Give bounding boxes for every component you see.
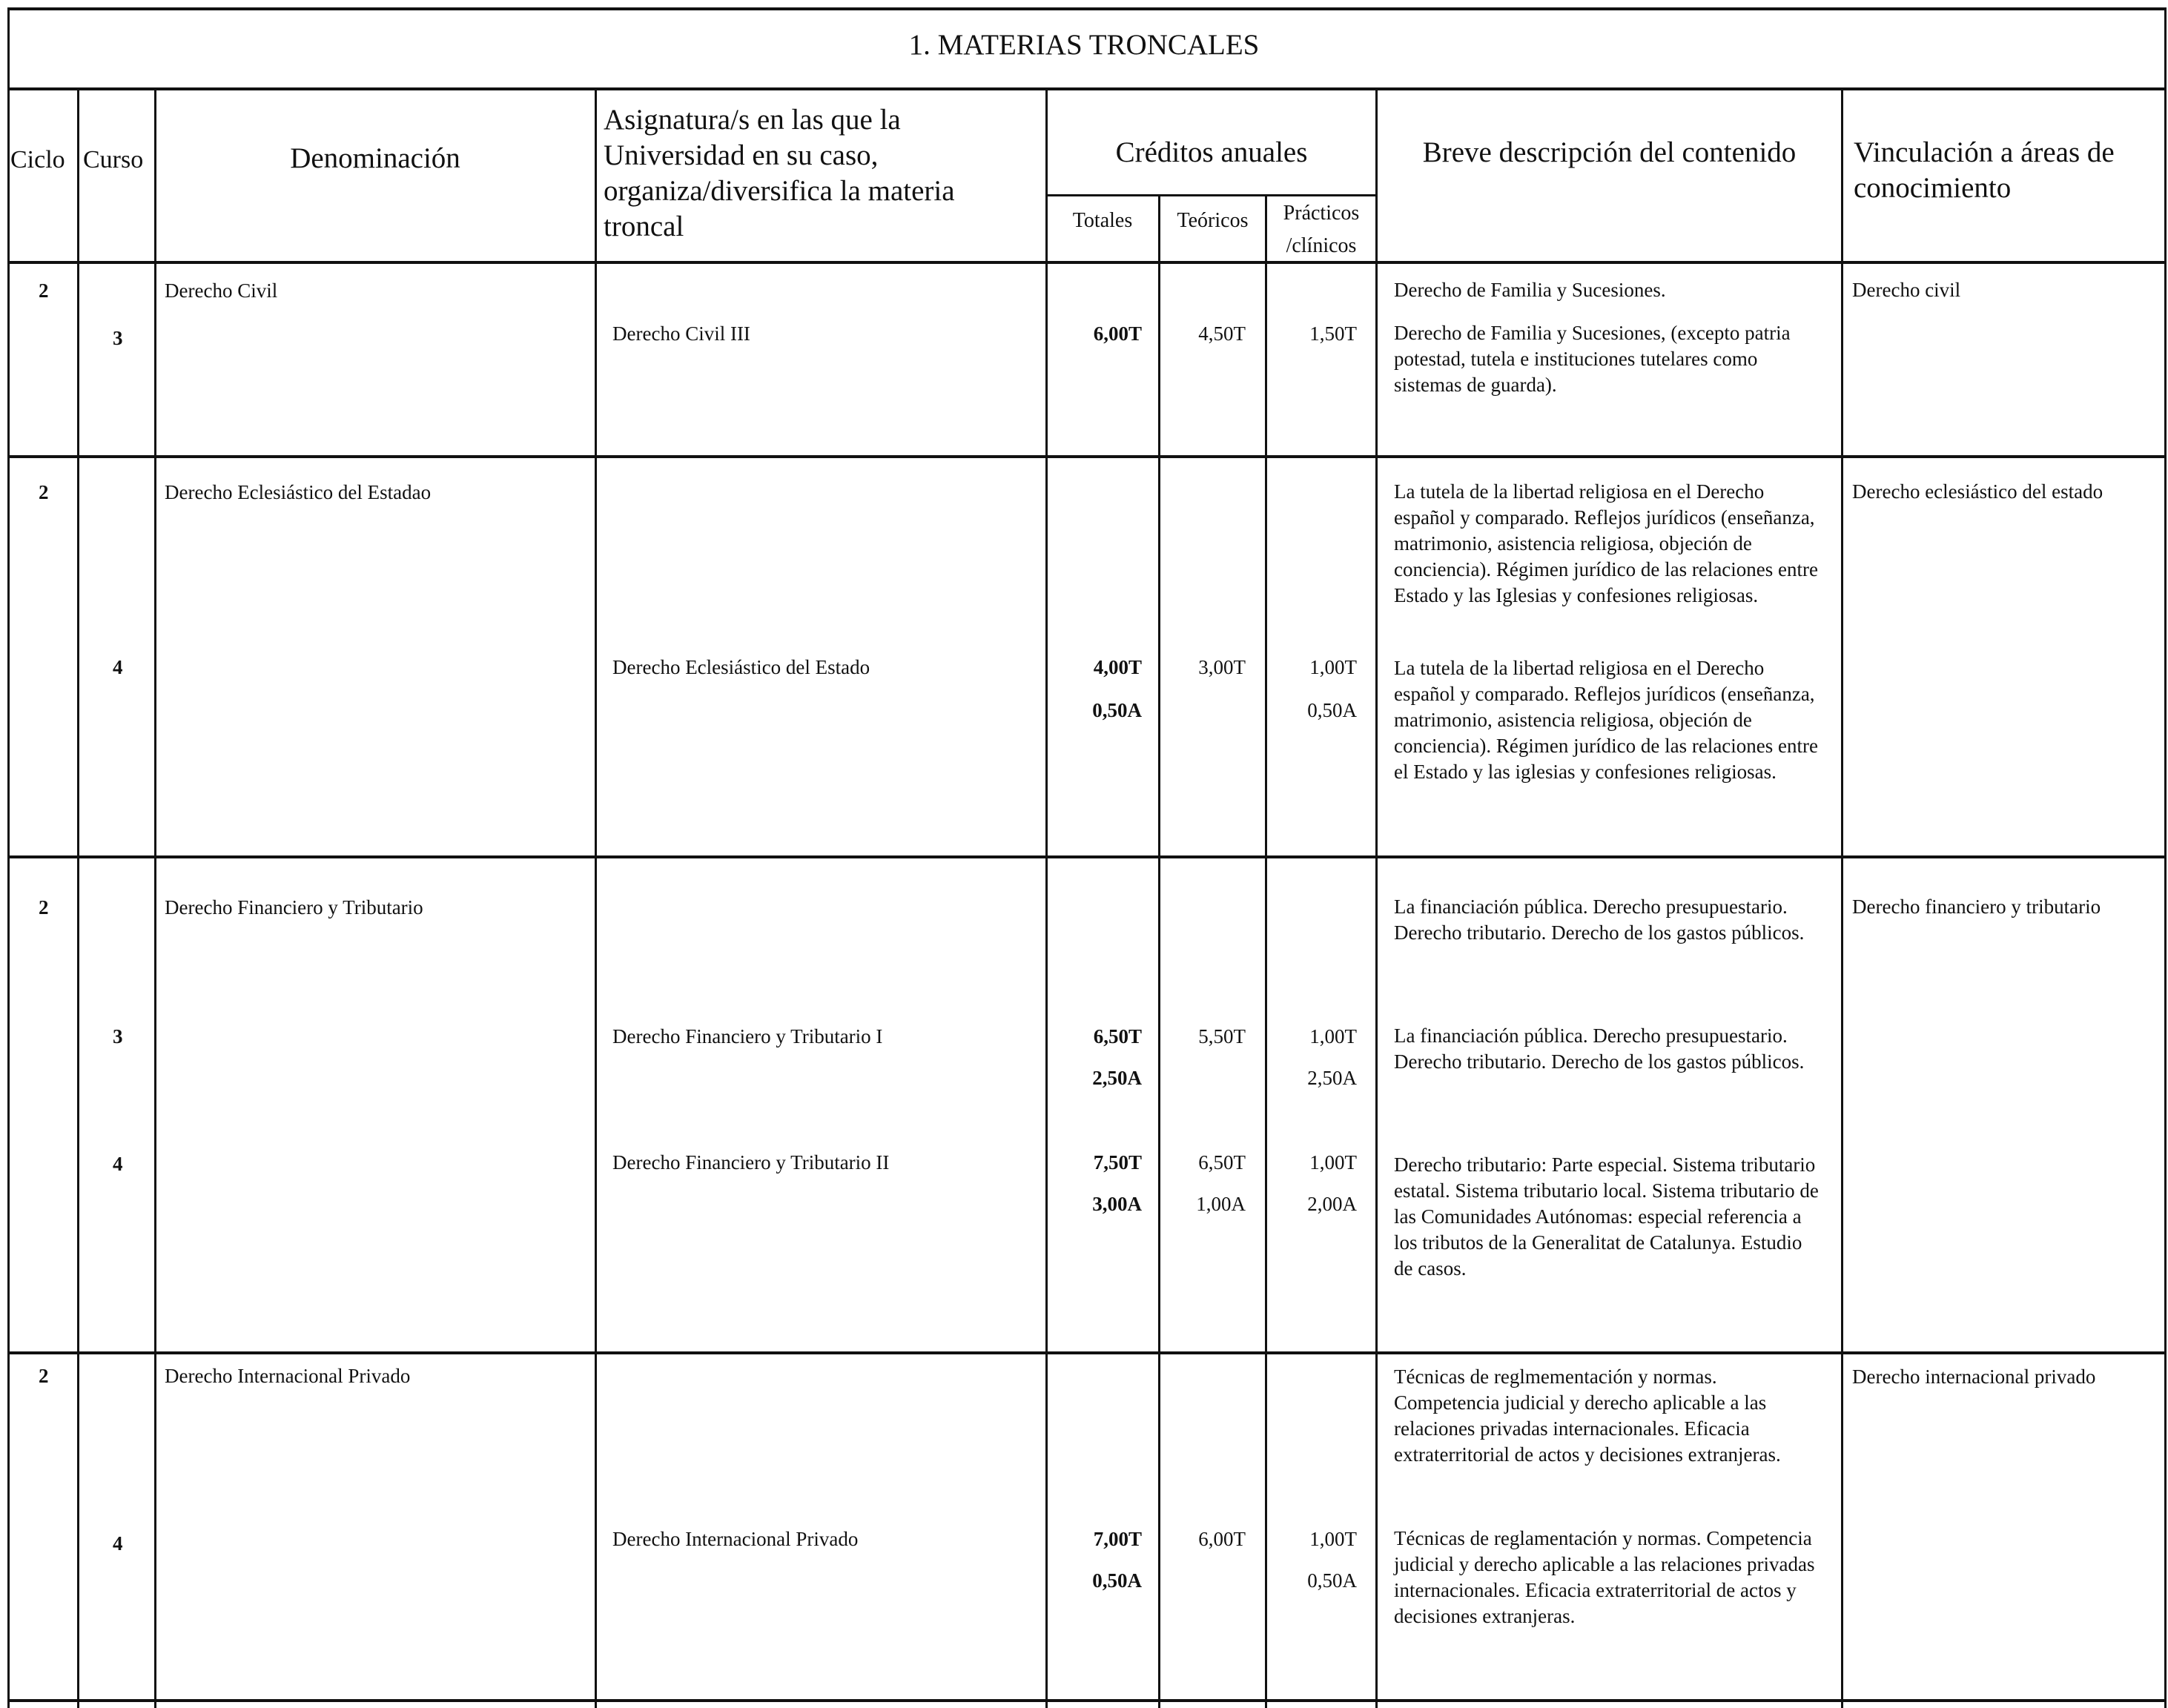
row-totales: 6,00T xyxy=(1093,322,1142,345)
section-vinculacion: Derecho civil xyxy=(1852,279,1961,301)
header-ciclo: Ciclo xyxy=(10,146,65,173)
row-curso: 4 xyxy=(113,1532,123,1555)
section-ciclo: 2 xyxy=(39,896,49,918)
section-denominacion: Derecho Civil xyxy=(165,279,278,302)
row-totales: 6,50T xyxy=(1093,1025,1142,1047)
row-totales: 4,00T xyxy=(1093,656,1142,678)
row-practicos-a: 0,50A xyxy=(1307,699,1357,721)
header-creditos: Créditos anuales xyxy=(1115,136,1308,168)
col-asignatura-divider xyxy=(1045,87,1048,1708)
table-border-left xyxy=(7,7,10,1708)
row-practicos-a: 0,50A xyxy=(1307,1569,1357,1592)
header-denominacion: Denominación xyxy=(290,142,460,174)
row-descripcion: Técnicas de reglamentación y normas. Competencia judicial y derecho aplicable a las relaciones privadas internacionales. Eficacia extraterritorial de actos y decisiones extranjeras. xyxy=(1394,1527,1815,1627)
row-asignatura: Derecho Financiero y Tributario I xyxy=(612,1025,883,1047)
section-vinculacion: Derecho eclesiástico del estado xyxy=(1852,480,2103,503)
section-descripcion: La tutela de la libertad religiosa en el Derecho español y comparado. Reflejos jurídicos (enseñanza, matrimonio, asistencia religiosa, objeción de conciencia). Régimen jurídico de las relaciones entre Estado y las Iglesias y confesiones religiosas. xyxy=(1394,480,1818,606)
section-denominacion: Derecho Eclesiástico del Estadao xyxy=(165,481,432,503)
row-descripcion: La financiación pública. Derecho presupuestario. Derecho tributario. Derecho de los gastos públicos. xyxy=(1394,1025,1805,1073)
row-curso: 3 xyxy=(113,327,123,349)
row-totales: 7,00T xyxy=(1093,1528,1142,1550)
section-ciclo: 2 xyxy=(39,1365,49,1387)
row-teoricos: 6,50T xyxy=(1198,1151,1246,1174)
section-descripcion: Técnicas de reglmementación y normas. Competencia judicial y derecho aplicable a las relaciones privadas internacionales. Eficacia extraterritorial de actos y decisiones extranjeras. xyxy=(1394,1366,1781,1466)
col-descripcion-divider xyxy=(1841,87,1843,1708)
row-totales-a: 0,50A xyxy=(1092,1569,1142,1592)
header-curso: Curso xyxy=(83,146,144,173)
row-totales: 7,50T xyxy=(1093,1151,1142,1174)
row-practicos-a: 2,00A xyxy=(1307,1193,1357,1215)
col-practicos-divider xyxy=(1375,87,1378,1708)
row-curso: 4 xyxy=(113,656,123,678)
table-border-right xyxy=(2164,7,2167,1708)
row-teoricos: 3,00T xyxy=(1198,656,1246,678)
col-denominacion-divider xyxy=(595,87,597,1708)
col-ciclo-divider xyxy=(77,87,79,1708)
row-totales-a: 0,50A xyxy=(1092,699,1142,721)
row-totales-a: 2,50A xyxy=(1092,1067,1142,1089)
row-teoricos: 6,00T xyxy=(1198,1528,1246,1550)
header-descripcion: Breve descripción del contenido xyxy=(1422,136,1797,168)
row-asignatura: Derecho Civil III xyxy=(612,322,750,345)
row-asignatura: Derecho Internacional Privado xyxy=(612,1528,859,1550)
row-curso: 3 xyxy=(113,1025,123,1047)
row-descripcion: Derecho tributario: Parte especial. Sistema tributario estatal. Sistema tributario local. Sistema tributario de las Comunidades Autónomas: especial referencia a los tributos de la Generalitat de Catalunya. Estudio de casos. xyxy=(1394,1153,1819,1280)
row-teoricos-a: 1,00A xyxy=(1196,1193,1246,1215)
section-vinculacion: Derecho financiero y tributario xyxy=(1852,896,2101,918)
section-ciclo: 2 xyxy=(39,279,49,302)
header-teoricos: Teóricos xyxy=(1177,209,1249,232)
row-teoricos: 5,50T xyxy=(1198,1025,1246,1047)
row-totales-a: 3,00A xyxy=(1092,1193,1142,1215)
section-denominacion: Derecho Financiero y Tributario xyxy=(165,896,423,918)
row-asignatura: Derecho Eclesiástico del Estado xyxy=(612,656,870,678)
section-denominacion: Derecho Internacional Privado xyxy=(165,1365,411,1387)
section-ciclo: 2 xyxy=(39,481,49,503)
col-totales-divider xyxy=(1158,194,1160,1708)
row-practicos: 1,50T xyxy=(1309,322,1357,345)
row-practicos: 1,00T xyxy=(1309,1025,1357,1047)
section-descripcion: La financiación pública. Derecho presupuestario. Derecho tributario. Derecho de los gastos públicos. xyxy=(1394,896,1805,944)
document-title: 1. MATERIAS TRONCALES xyxy=(908,29,1260,61)
row-practicos: 1,00T xyxy=(1309,1151,1357,1174)
row-asignatura: Derecho Financiero y Tributario II xyxy=(612,1151,890,1174)
col-teoricos-divider xyxy=(1265,194,1267,1708)
col-curso-divider xyxy=(154,87,156,1708)
header-practicos: Prácticos /clínicos xyxy=(1283,202,1360,257)
header-vinculacion: Vinculación a áreas de conocimiento xyxy=(1854,136,2115,204)
credits-sub-divider xyxy=(1045,194,1378,196)
row-descripcion: Derecho de Familia y Sucesiones, (excepto patria potestad, tutela e instituciones tutelares como sistemas de guarda). xyxy=(1394,322,1791,396)
row-practicos: 1,00T xyxy=(1309,1528,1357,1550)
row-teoricos: 4,50T xyxy=(1198,322,1246,345)
row-descripcion: La tutela de la libertad religiosa en el Derecho español y comparado. Reflejos jurídicos (enseñanza, matrimonio, asistencia religiosa, objeción de conciencia). Régimen jurídico de las relaciones entre el Estado y las iglesias y confesiones religiosas. xyxy=(1394,657,1818,783)
header-asignatura: Asignatura/s en las que la Universidad en su caso, organiza/diversifica la materia troncal xyxy=(604,104,955,242)
row-practicos-a: 2,50A xyxy=(1307,1067,1357,1089)
header-totales: Totales xyxy=(1072,209,1133,232)
row-practicos: 1,00T xyxy=(1309,656,1357,678)
table-border-top xyxy=(7,7,2167,10)
section-descripcion: Derecho de Familia y Sucesiones. xyxy=(1394,279,1666,301)
section-vinculacion: Derecho internacional privado xyxy=(1852,1366,2096,1388)
row-curso: 4 xyxy=(113,1153,123,1175)
